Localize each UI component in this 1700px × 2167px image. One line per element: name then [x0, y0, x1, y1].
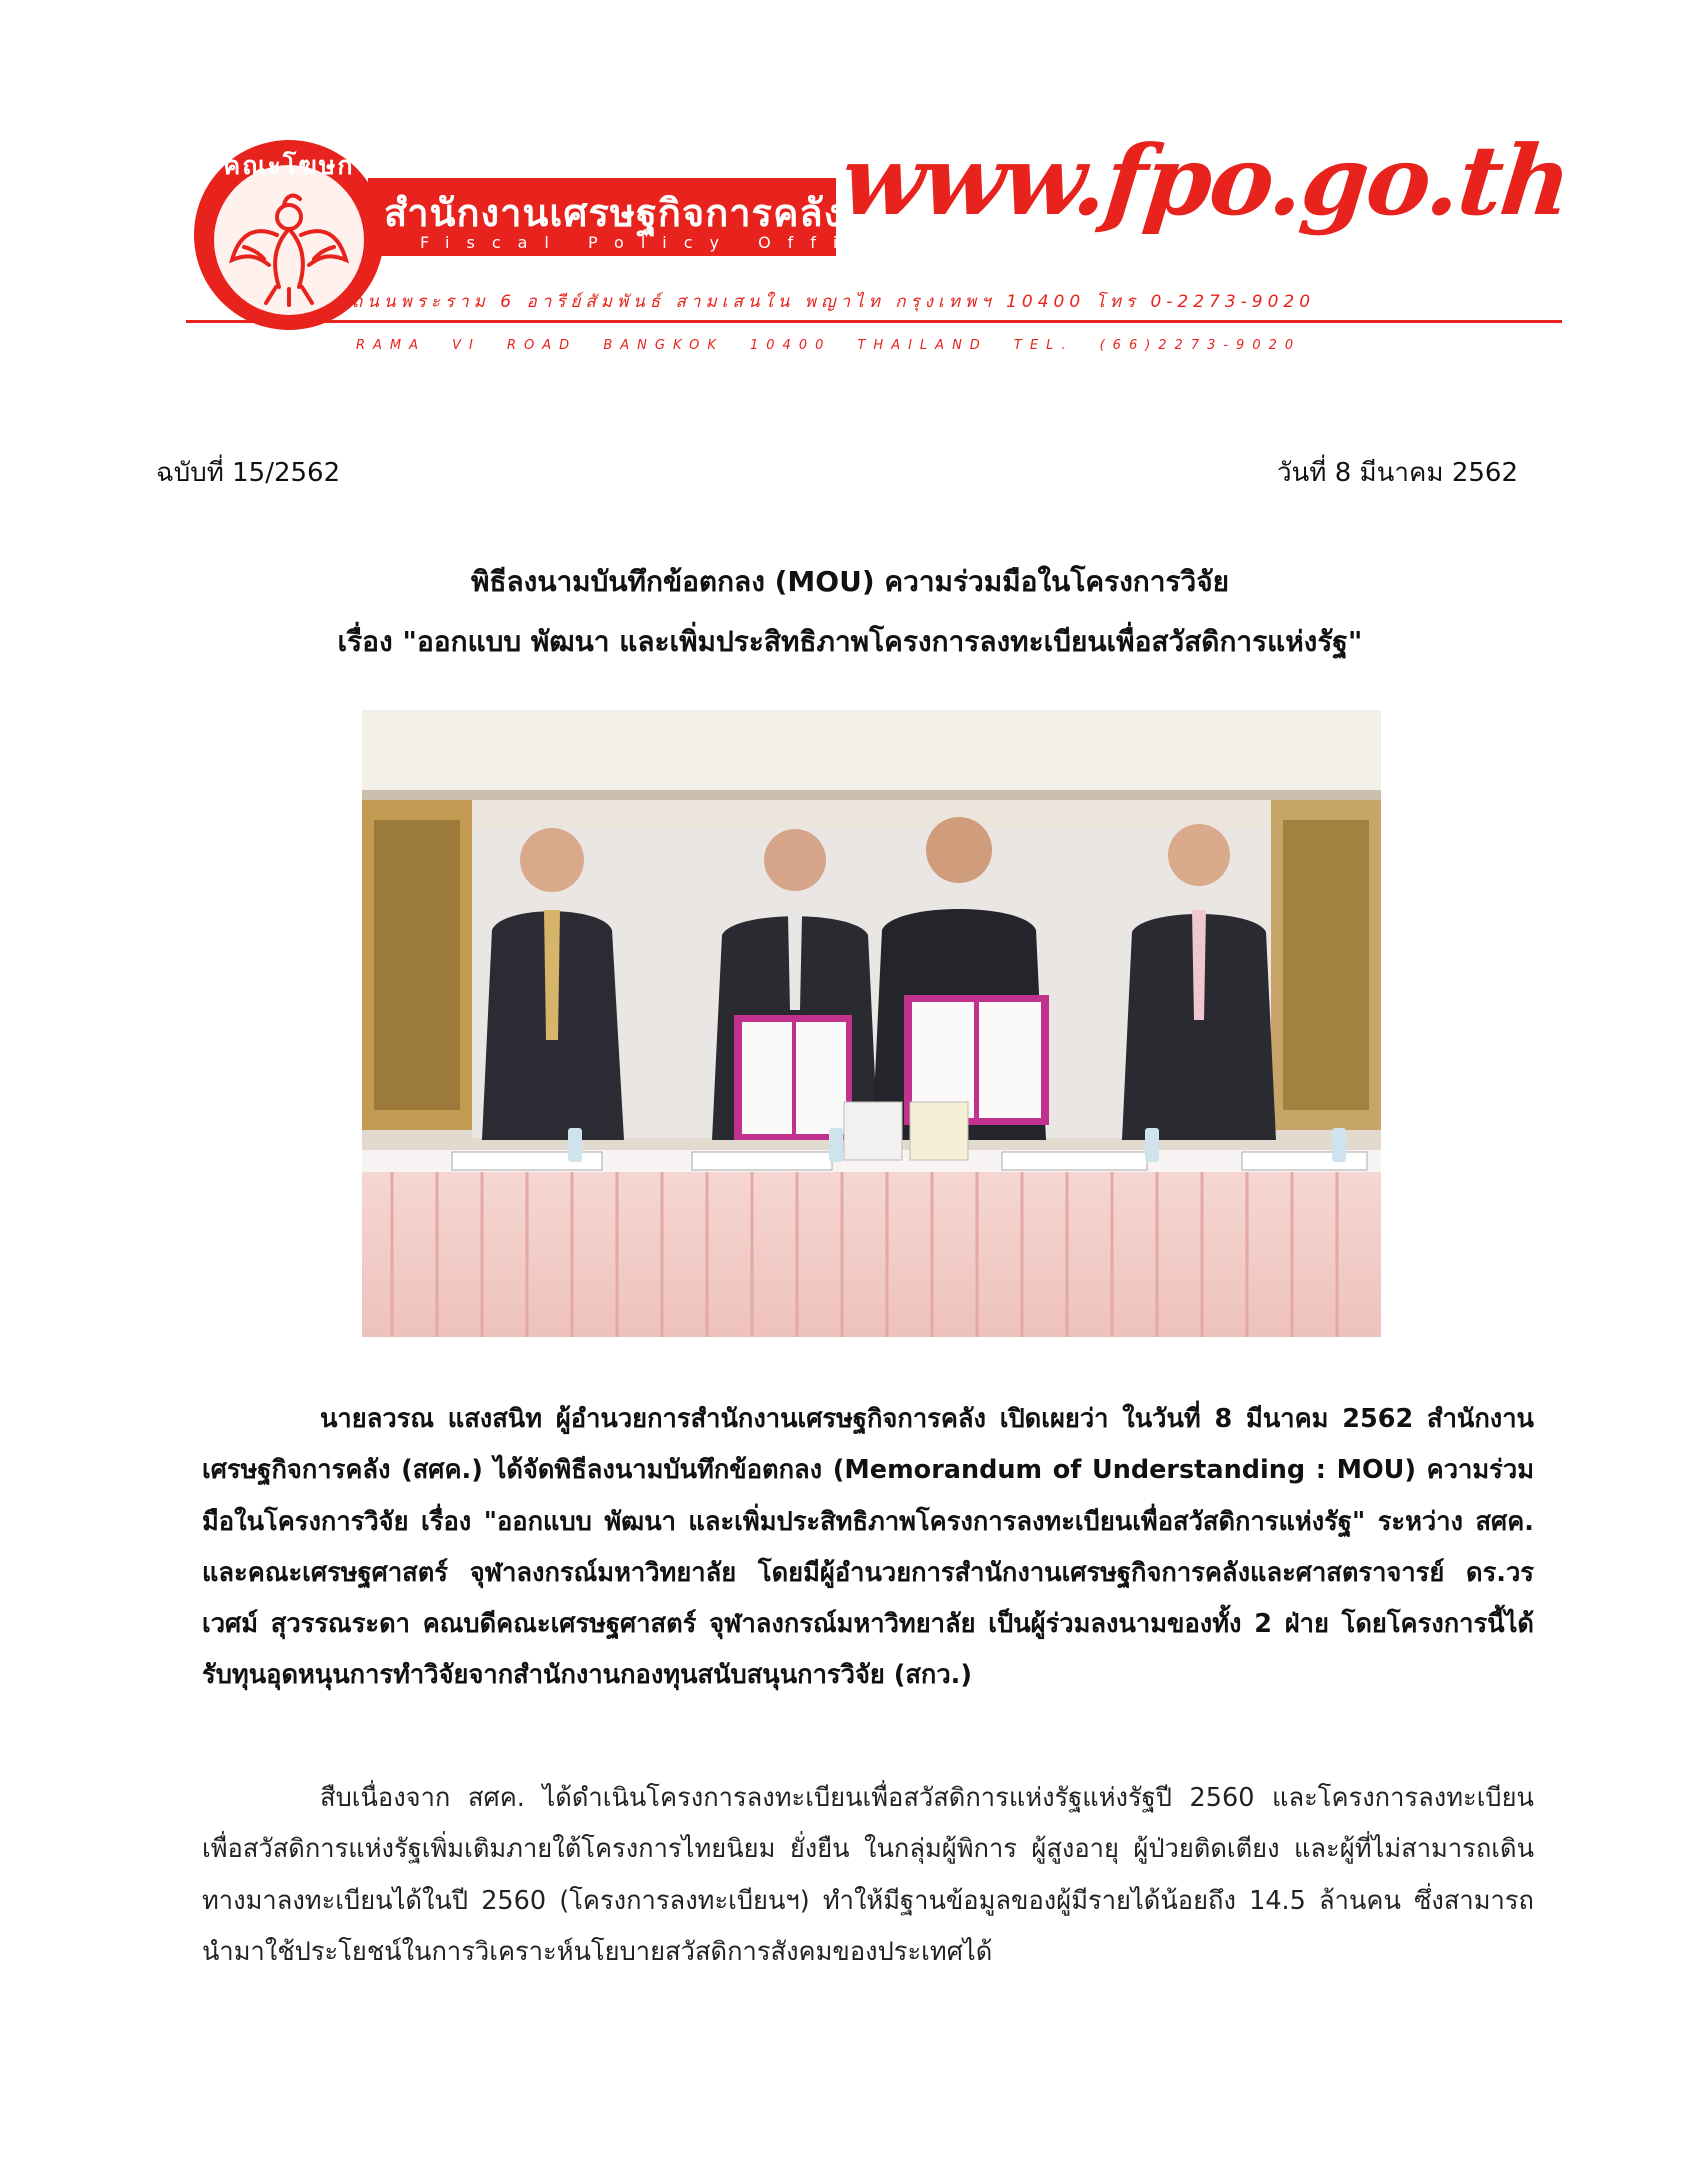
website-url: www.fpo.go.th [836, 124, 1575, 237]
document-number: ฉบับที่ 15/2562 [156, 458, 341, 488]
document-title-line-1: พิธีลงนามบันทึกข้อตกลง (MOU) ความร่วมมือในโครงการวิจัย [470, 565, 1230, 598]
paragraph-2-text: สืบเนื่องจาก สศค. ได้ดำเนินโครงการลงทะเบียนเพื่อสวัสดิการแห่งรัฐแห่งรัฐปี 2560 และโครงการลงทะเบียนเพื่อสวัสดิการแห่งรัฐเพิ่มเติมภายใต้โครงการไทยนิยม ยั่งยืน ในกลุ่มผู้พิการ ผู้สูงอายุ ผู้ป่วยติดเตียง และผู้ที่ไม่สามารถเดินทางมาลงทะเบียนได้ในปี 2560 (โครงการลงทะเบียนฯ) ทำให้มีฐานข้อมูลของผู้มีรายได้น้อยถึง 14.5 ล้านคน ซึ่งสามารถนำมาใช้ประโยชน์ในการวิเคราะห์นโยบายสวัสดิการสังคมของประเทศได้ [202, 1783, 1534, 1967]
document-title-line-2: เรื่อง "ออกแบบ พัฒนา และเพิ่มประสิทธิภาพโครงการลงทะเบียนเพื่อสวัสดิการแห่งรัฐ" [337, 625, 1363, 658]
address-english: RAMA VI ROAD BANGKOK 10400 THAILAND TEL. (66)2273-9020 [356, 338, 1302, 353]
org-name-english: Fiscal Policy Office [420, 233, 908, 252]
mou-signing-photo [362, 710, 1381, 1337]
garuda-emblem-icon [214, 165, 364, 315]
paragraph-1 [202, 1394, 1534, 1702]
paragraph-1-text: นายลวรณ แสงสนิท ผู้อำนวยการสำนักงานเศรษฐกิจการคลัง เปิดเผยว่า ในวันที่ 8 มีนาคม 2562 สำนักงานเศรษฐกิจการคลัง (สศค.) ได้จัดพิธีลงนามบันทึกข้อตกลง (Memorandum of Understanding : MOU) ความร่วมมือในโครงการวิจัย เรื่อง "ออกแบบ พัฒนา และเพิ่มประสิทธิภาพโครงการลงทะเบียนเพื่อสวัสดิการแห่งรัฐ" ระหว่าง สศค. และคณะเศรษฐศาสตร์ จุฬาลงกรณ์มหาวิทยาลัย โดยมีผู้อำนวยการสำนักงานเศรษฐกิจการคลังและศาสตราจารย์ ดร.วรเวศม์ สุวรรณระดา คณบดีคณะเศรษฐศาสตร์ จุฬาลงกรณ์มหาวิทยาลัย เป็นผู้ร่วมลงนามของทั้ง 2 ฝ่าย โดยโครงการนี้ได้รับทุนอุดหนุนการทำวิจัยจากสำนักงานกองทุนสนับสนุนการวิจัย (สกว.) [202, 1404, 1534, 1691]
org-name-thai: สำนักงานเศรษฐกิจการคลัง [384, 191, 844, 235]
header-divider [186, 320, 1562, 323]
seal-text: คณะโฆษก [223, 151, 355, 180]
paragraph-2 [202, 1773, 1534, 1978]
document-date: วันที่ 8 มีนาคม 2562 [1276, 458, 1518, 488]
address-thai: ถนนพระราม 6 อารีย์สัมพันธ์ สามเสนใน พญาไท กรุงเทพฯ 10400 โทร 0-2273-9020 [352, 292, 1316, 312]
